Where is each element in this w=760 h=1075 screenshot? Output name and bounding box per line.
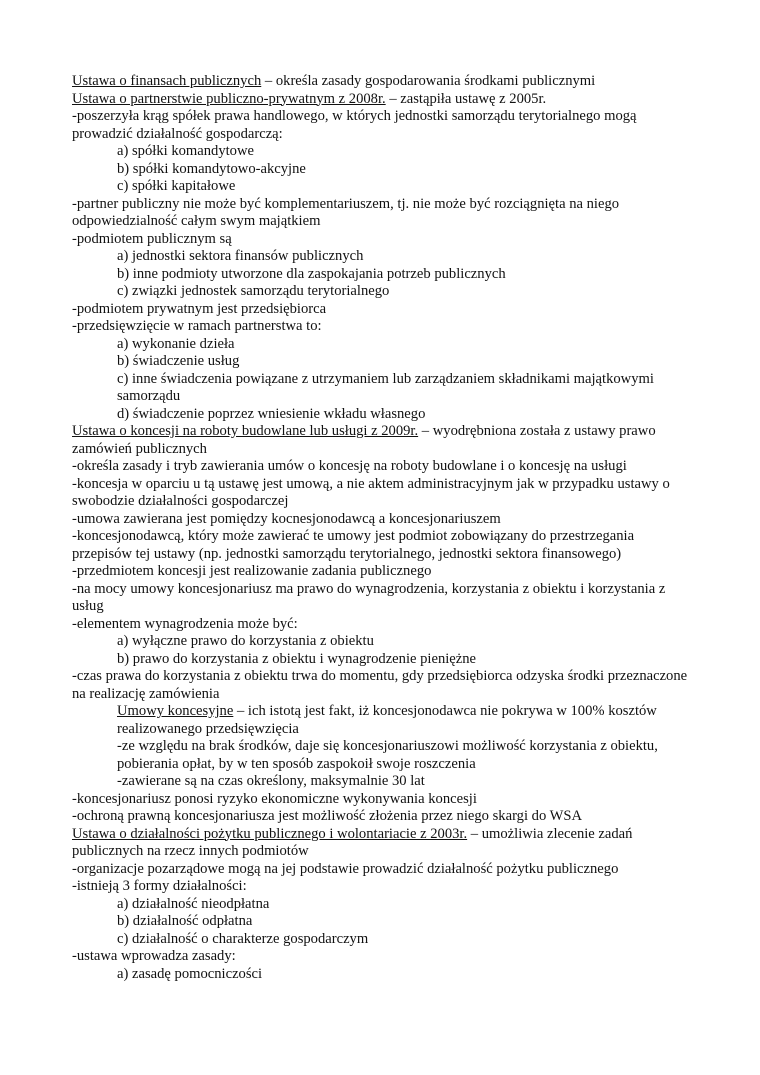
section-heading-paragraph bbox=[72, 703, 692, 738]
text-paragraph: -ustawa wprowadza zasady: bbox=[72, 948, 236, 964]
section-description: – zastąpiła ustawę z 2005r. bbox=[385, 90, 547, 107]
section-description: – określa zasady gospodarowania środkami publicznymi bbox=[261, 73, 596, 89]
list-item: a) wyłączne prawo do korzystania z obiektu bbox=[117, 633, 374, 649]
section-heading-paragraph bbox=[72, 73, 692, 91]
section-description: – ich istotą jest fakt, iż koncesjonodawca nie pokrywa w 100% kosztów realizowanego przedsięwzięcia bbox=[117, 703, 657, 737]
section-title: Ustawa o działalności pożytku publicznego i wolontariacie z 2003r. bbox=[72, 825, 468, 842]
text-paragraph: -elementem wynagrodzenia może być: bbox=[72, 615, 298, 632]
list-item: b) spółki komandytowo-akcyjne bbox=[117, 160, 306, 177]
section-title: Umowy koncesyjne bbox=[117, 703, 234, 719]
list-item: b) świadczenie usług bbox=[117, 353, 240, 369]
list-item: b) prawo do korzystania z obiektu i wynagrodzenie pieniężne bbox=[117, 650, 477, 667]
text-paragraph: -na mocy umowy koncesjonariusz ma prawo do wynagrodzenia, korzystania z obiektu i korzystania z usług bbox=[72, 580, 666, 614]
text-paragraph: -koncesjonodawcą, który może zawierać te umowy jest podmiot zobowiązany do przestrzegania przepisów tej ustawy (np. jednostki samorządu terytorialnego, jednostki sektora finansowego) bbox=[72, 528, 635, 562]
section-title: Ustawa o finansach publicznych bbox=[72, 73, 262, 89]
text-paragraph: -podmiotem prywatnym jest przedsiębiorca bbox=[72, 300, 327, 317]
text-paragraph: -zawierane są na czas określony, maksymalnie 30 lat bbox=[117, 773, 425, 789]
text-paragraph: -przedmiotem koncesji jest realizowanie zadania publicznego bbox=[72, 563, 432, 579]
list-item: d) świadczenie poprzez wniesienie wkładu własnego bbox=[117, 405, 426, 422]
section-title: Ustawa o koncesji na roboty budowlane lub usługi z 2009r. bbox=[72, 423, 419, 439]
text-paragraph: -istnieją 3 formy działalności: bbox=[72, 878, 247, 894]
list-item: a) zasadę pomocniczości bbox=[117, 965, 263, 982]
section-heading-paragraph bbox=[72, 91, 692, 109]
document-body bbox=[72, 73, 692, 983]
list-item: c) spółki kapitałowe bbox=[117, 178, 236, 194]
text-paragraph: -poszerzyła krąg spółek prawa handlowego, w których jednostki samorządu terytorialnego mogą prowadzić działalność gospodarczą: bbox=[72, 108, 637, 142]
text-paragraph: -koncesja w oparciu u tą ustawę jest umową, a nie aktem administracyjnym jak w przypadku ustawy o swobodzie działalności gospodarczej bbox=[72, 475, 670, 509]
section-heading-paragraph bbox=[72, 826, 692, 861]
list-item: a) wykonanie dzieła bbox=[117, 335, 235, 352]
text-paragraph: -czas prawa do korzystania z obiektu trwa do momentu, gdy przedsiębiorca odzyska środki przeznaczone na realizację zamówienia bbox=[72, 668, 688, 702]
list-item: b) działalność odpłatna bbox=[117, 913, 253, 929]
text-paragraph: -określa zasady i tryb zawierania umów o koncesję na roboty budowlane i o koncesję na usługi bbox=[72, 458, 627, 474]
section-description: – wyodrębniona została z ustawy prawo zamówień publicznych bbox=[72, 423, 656, 457]
text-paragraph: -ze względu na brak środków, daje się koncesjonariuszowi możliwość korzystania z obiektu, pobierania opłat, by w ten sposób zaspokoił swoje roszczenia bbox=[117, 738, 658, 772]
text-paragraph: -partner publiczny nie może być komplementariuszem, tj. nie może być rozciągnięta na niego odpowiedzialność całym swym majątkiem bbox=[72, 195, 620, 229]
text-paragraph: -koncesjonariusz ponosi ryzyko ekonomiczne wykonywania koncesji bbox=[72, 790, 477, 807]
list-item: a) działalność nieodpłatna bbox=[117, 895, 270, 912]
text-paragraph: -organizacje pozarządowe mogą na jej podstawie prowadzić działalność pożytku publicznego bbox=[72, 860, 619, 877]
list-item: c) działalność o charakterze gospodarczym bbox=[117, 930, 369, 947]
list-item: c) inne świadczenia powiązane z utrzymaniem lub zarządzaniem składnikami majątkowymi samorządu bbox=[117, 370, 654, 404]
list-item: b) inne podmioty utworzone dla zaspokajania potrzeb publicznych bbox=[117, 265, 506, 282]
list-item: a) spółki komandytowe bbox=[117, 143, 254, 159]
text-paragraph: -umowa zawierana jest pomiędzy kocnesjonodawcą a koncesjonariuszem bbox=[72, 510, 501, 527]
text-paragraph: -podmiotem publicznym są bbox=[72, 230, 232, 247]
list-item: c) związki jednostek samorządu terytorialnego bbox=[117, 283, 390, 299]
text-paragraph: -przedsięwzięcie w ramach partnerstwa to: bbox=[72, 318, 322, 334]
list-item: a) jednostki sektora finansów publicznych bbox=[117, 248, 364, 264]
text-paragraph: -ochroną prawną koncesjonariusza jest możliwość złożenia przez niego skargi do WSA bbox=[72, 808, 583, 824]
section-description: – umożliwia zlecenie zadań publicznych na rzecz innych podmiotów bbox=[72, 825, 633, 859]
section-heading-paragraph bbox=[72, 423, 692, 458]
section-title: Ustawa o partnerstwie publiczno-prywatnym z 2008r. bbox=[72, 90, 386, 107]
